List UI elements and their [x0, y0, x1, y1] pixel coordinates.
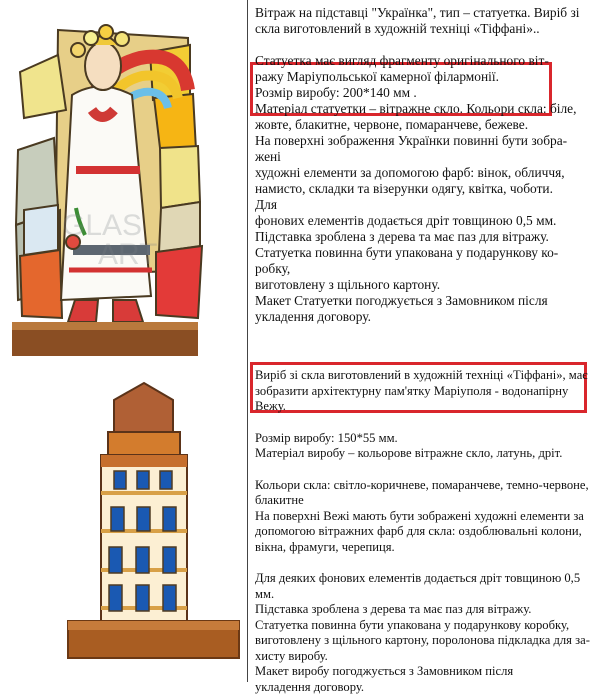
product2-wire1: Для деяких фонових елементів додається дріт товщиною 0,5 [255, 571, 595, 587]
product1-intro: Вітраж на підставці "Українка", тип – статуетка. Виріб зі скла виготовлений в художній техніці «Тіффані».. [255, 5, 595, 37]
product1-mockup1: Макет Статуетки погоджується з Замовником після [255, 293, 595, 309]
product2-surface3: вікна, фрамуги, черепиця. [255, 540, 595, 556]
product1-elements2: намисто, складки та візерунки одягу, квітка, чоботи. [255, 181, 595, 197]
product1-highlight-line2: ражу Маріупольської камерної філармонії. [255, 69, 595, 85]
spacer [255, 462, 595, 478]
product1-for-word: Для [255, 197, 595, 213]
product2-surface1: На поверхні Вежі мають бути зображені художні елементи за [255, 509, 595, 525]
product1-size: Розмір виробу: 200*140 мм . [255, 85, 595, 101]
product1-elements: художні елементи за допомогою фарб: вінок, обличчя, [255, 165, 595, 181]
product1-surface1: На поверхні зображення Українки повинні бути зобра- [255, 133, 595, 149]
product2-surface2: допомогою вітражних фарб для скла: оздоблювальні колони, [255, 524, 595, 540]
product2-material: Матеріал виробу – кольорове вітражне скло, латунь, дріт. [255, 446, 595, 462]
watermark-text-glas: GLAS [62, 209, 142, 242]
product1-material [255, 101, 595, 117]
spacer [255, 555, 595, 571]
product1-package2: робку, [255, 261, 595, 277]
product2-highlight-line3: Вежу. [255, 399, 595, 415]
spacer [255, 37, 595, 53]
ukrainka-figurine-image [0, 0, 245, 365]
product1-colors: жовте, блакитне, червоне, помаранчеве, бежеве. [255, 117, 595, 133]
water-tower-figurine-image [0, 365, 245, 682]
product2-mockup1: Макет виробу погоджується з Замовником після [255, 664, 595, 680]
product1-stand: Підставка зроблена з дерева та має паз для вітражу. [255, 229, 595, 245]
product2-colors2: блакитне [255, 493, 595, 509]
product2-mockup2: укладення договору. [255, 680, 595, 695]
vertical-divider [247, 0, 248, 682]
product2-package1: Статуетка повинна бути упакована у подарункову коробку, [255, 618, 595, 634]
product2-colors1: Кольори скла: світло-коричневе, помаранчеве, темно-червоне, [255, 478, 595, 494]
product2-size: Розмір виробу: 150*55 мм. [255, 431, 595, 447]
product1-package3: виготовлену з щільного картону. [255, 277, 595, 293]
product1-mockup2: укладення договору. [255, 309, 595, 325]
product2-package3: хисту виробу. [255, 649, 595, 665]
product2-description [255, 368, 595, 695]
product2-package2: виготовлену з щільного картону, поролонова підкладка для за- [255, 633, 595, 649]
product2-wire2: мм. [255, 587, 595, 603]
watermark-text-art: ART [98, 238, 157, 271]
product2-stand: Підставка зроблена з дерева та має паз для вітражу. [255, 602, 595, 618]
product1-description [255, 5, 595, 325]
product2-highlight-line1: Виріб зі скла виготовлений в художній техніці «Тіффані», має [255, 368, 595, 384]
spacer [255, 415, 595, 431]
product1-package1: Статуетка повинна бути упакована у подарункову ко- [255, 245, 595, 261]
product2-highlight-line2: зобразити архітектурну пам'ятку Маріуполя - водонапірну [255, 384, 595, 400]
product1-surface2: жені [255, 149, 595, 165]
product1-highlight-line1: Статуетка має вигляд фрагменту оригінального віт- [255, 53, 595, 69]
product1-wire: фонових елементів додається дріт товщиною 0,5 мм. [255, 213, 595, 229]
product1-material-text: Матеріал статуетки – вітражне скло. Кольори скла: біле, [255, 101, 576, 116]
